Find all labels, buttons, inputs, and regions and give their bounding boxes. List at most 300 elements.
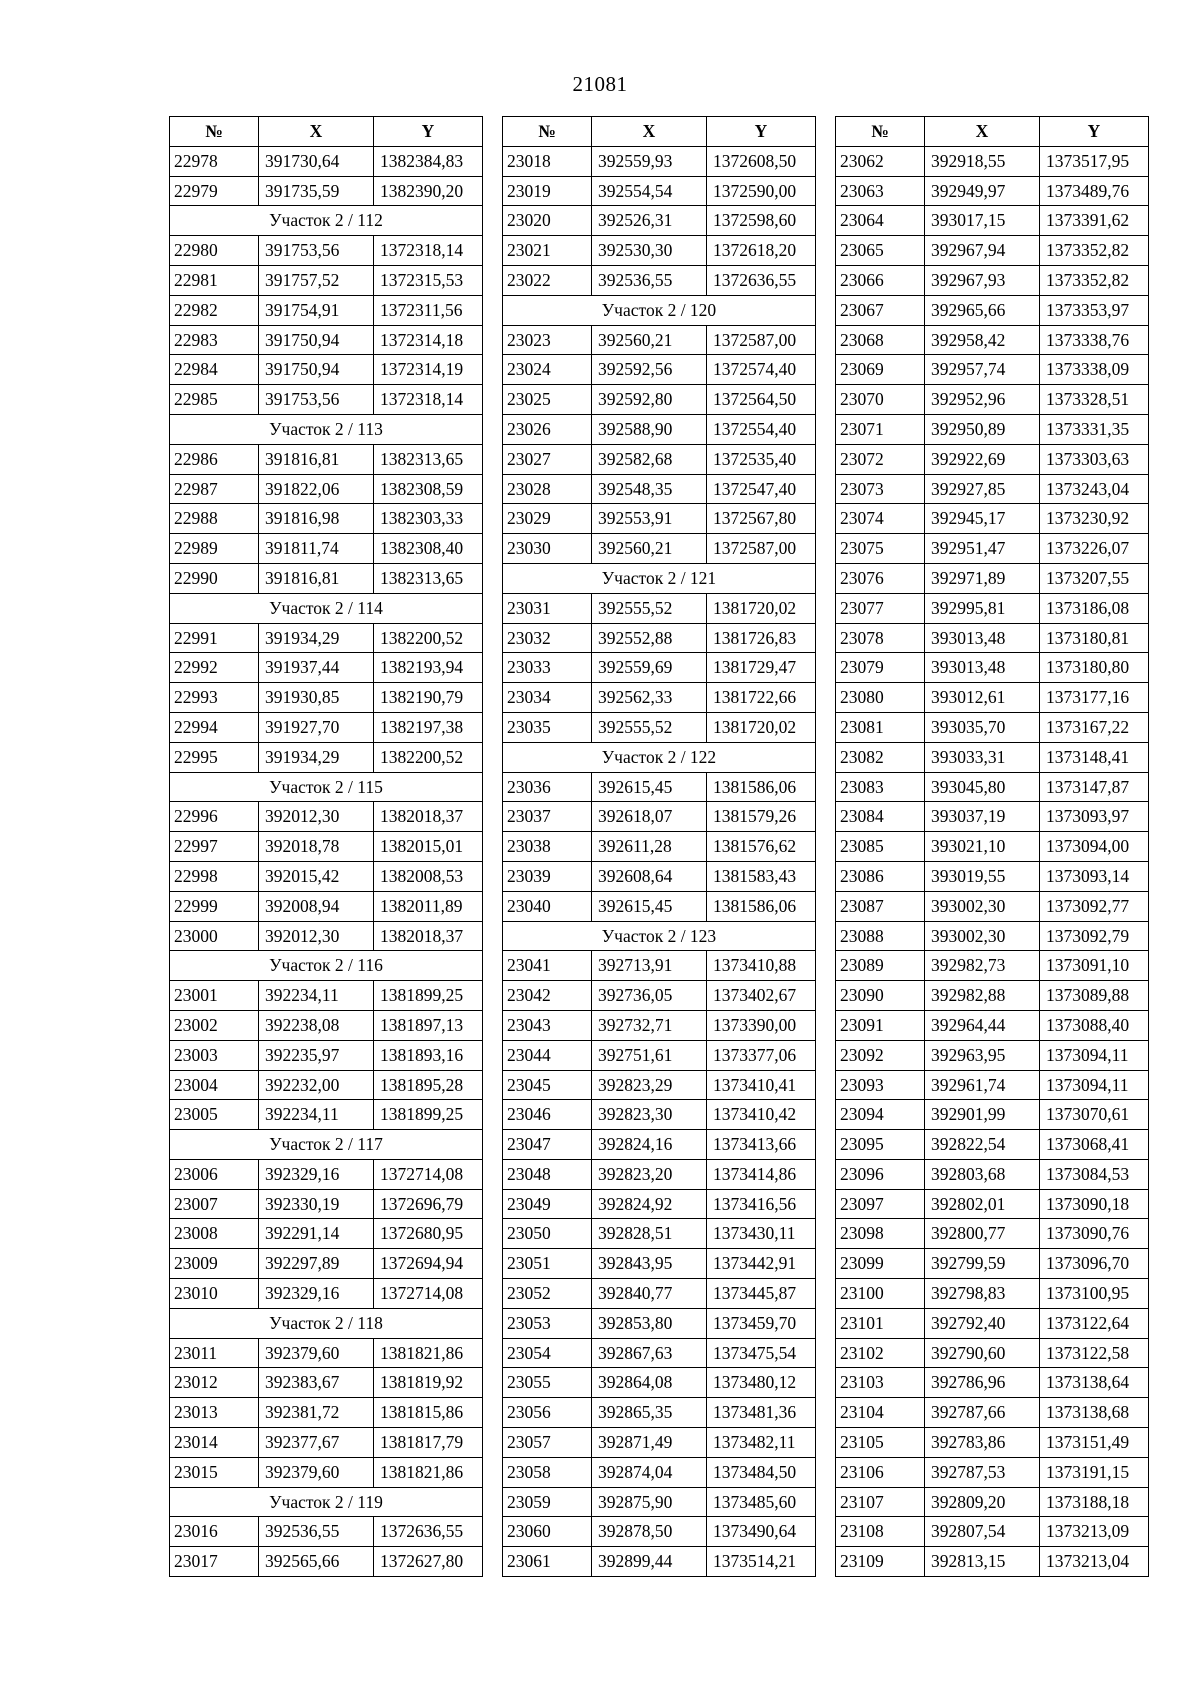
point-number-cell: 23035 — [503, 712, 592, 742]
y-coordinate-cell: 1373413,66 — [707, 1130, 816, 1160]
x-coordinate-cell: 392329,16 — [259, 1159, 374, 1189]
table-header-row — [836, 117, 1149, 147]
point-number-cell: 22999 — [170, 891, 259, 921]
point-number-cell: 22981 — [170, 265, 259, 295]
point-number-cell: 23101 — [836, 1308, 925, 1338]
y-coordinate-cell: 1373459,70 — [707, 1308, 816, 1338]
y-coordinate-cell: 1372318,14 — [374, 385, 483, 415]
table-row — [836, 146, 1149, 176]
point-number-cell: 23086 — [836, 861, 925, 891]
point-number-cell: 22983 — [170, 325, 259, 355]
point-number-cell: 23028 — [503, 474, 592, 504]
coordinates-table-3 — [835, 116, 1149, 1577]
point-number-cell: 23093 — [836, 1070, 925, 1100]
table-row — [836, 1457, 1149, 1487]
y-coordinate-cell: 1382197,38 — [374, 712, 483, 742]
table-row — [503, 623, 816, 653]
table-row — [836, 1249, 1149, 1279]
x-coordinate-cell: 392949,97 — [925, 176, 1040, 206]
x-coordinate-cell: 392536,55 — [592, 265, 707, 295]
y-coordinate-cell: 1373514,21 — [707, 1547, 816, 1577]
y-coordinate-cell: 1373416,56 — [707, 1189, 816, 1219]
table-row — [503, 1159, 816, 1189]
x-coordinate-cell: 392853,80 — [592, 1308, 707, 1338]
x-coordinate-cell: 391816,98 — [259, 504, 374, 534]
section-header-row — [170, 414, 483, 444]
table-row — [836, 534, 1149, 564]
table-header-row — [503, 117, 816, 147]
y-coordinate-cell: 1381817,79 — [374, 1428, 483, 1458]
x-coordinate-cell: 392800,77 — [925, 1219, 1040, 1249]
point-number-cell: 23016 — [170, 1517, 259, 1547]
table-row — [836, 683, 1149, 713]
point-number-cell: 23039 — [503, 861, 592, 891]
table-row — [836, 355, 1149, 385]
point-number-cell: 23041 — [503, 951, 592, 981]
table-row — [503, 712, 816, 742]
point-number-cell: 22984 — [170, 355, 259, 385]
y-coordinate-cell: 1372714,08 — [374, 1279, 483, 1309]
y-coordinate-cell: 1372636,55 — [707, 265, 816, 295]
section-title: Участок 2 / 120 — [503, 295, 816, 325]
table-row — [836, 1219, 1149, 1249]
y-coordinate-cell: 1372680,95 — [374, 1219, 483, 1249]
x-coordinate-cell: 392878,50 — [592, 1517, 707, 1547]
table-row — [503, 444, 816, 474]
point-number-cell: 23029 — [503, 504, 592, 534]
point-number-cell: 23081 — [836, 712, 925, 742]
point-number-cell: 23055 — [503, 1368, 592, 1398]
x-coordinate-cell: 392798,83 — [925, 1279, 1040, 1309]
page-number: 21081 — [572, 72, 628, 96]
y-coordinate-cell: 1381899,25 — [374, 1100, 483, 1130]
x-coordinate-cell: 392608,64 — [592, 861, 707, 891]
point-number-cell: 23030 — [503, 534, 592, 564]
point-number-cell: 23033 — [503, 653, 592, 683]
x-coordinate-cell: 392381,72 — [259, 1398, 374, 1428]
x-coordinate-cell: 391816,81 — [259, 444, 374, 474]
y-coordinate-cell: 1382011,89 — [374, 891, 483, 921]
y-coordinate-cell: 1382384,83 — [374, 146, 483, 176]
y-coordinate-cell: 1373151,49 — [1040, 1428, 1149, 1458]
table-row — [836, 504, 1149, 534]
table-row — [836, 1398, 1149, 1428]
y-coordinate-cell: 1373068,41 — [1040, 1130, 1149, 1160]
y-coordinate-cell: 1373096,70 — [1040, 1249, 1149, 1279]
y-coordinate-cell: 1373352,82 — [1040, 265, 1149, 295]
y-coordinate-cell: 1382308,59 — [374, 474, 483, 504]
table-row — [170, 1517, 483, 1547]
point-number-cell: 23050 — [503, 1219, 592, 1249]
table-row — [836, 653, 1149, 683]
x-coordinate-cell: 392008,94 — [259, 891, 374, 921]
table-row — [836, 236, 1149, 266]
section-header-row — [503, 921, 816, 951]
section-header-row — [170, 206, 483, 236]
point-number-cell: 23092 — [836, 1040, 925, 1070]
x-coordinate-cell: 392809,20 — [925, 1487, 1040, 1517]
point-number-cell: 23060 — [503, 1517, 592, 1547]
x-coordinate-cell: 392950,89 — [925, 414, 1040, 444]
y-coordinate-cell: 1381586,06 — [707, 891, 816, 921]
table-row — [170, 1010, 483, 1040]
y-coordinate-cell: 1381895,28 — [374, 1070, 483, 1100]
x-coordinate-cell: 392840,77 — [592, 1279, 707, 1309]
table-row — [836, 772, 1149, 802]
table-row — [170, 891, 483, 921]
y-coordinate-cell: 1373230,92 — [1040, 504, 1149, 534]
column-header-number: № — [836, 117, 925, 147]
x-coordinate-cell: 393002,30 — [925, 921, 1040, 951]
point-number-cell: 23084 — [836, 802, 925, 832]
table-row — [170, 921, 483, 951]
y-coordinate-cell: 1373475,54 — [707, 1338, 816, 1368]
table-row — [503, 1517, 816, 1547]
table-row — [170, 832, 483, 862]
y-coordinate-cell: 1382193,94 — [374, 653, 483, 683]
y-coordinate-cell: 1373180,80 — [1040, 653, 1149, 683]
point-number-cell: 23002 — [170, 1010, 259, 1040]
point-number-cell: 23042 — [503, 981, 592, 1011]
table-row — [503, 146, 816, 176]
y-coordinate-cell: 1381729,47 — [707, 653, 816, 683]
x-coordinate-cell: 392736,05 — [592, 981, 707, 1011]
table-row — [836, 802, 1149, 832]
x-coordinate-cell: 392751,61 — [592, 1040, 707, 1070]
point-number-cell: 23023 — [503, 325, 592, 355]
table-row — [503, 772, 816, 802]
point-number-cell: 23031 — [503, 593, 592, 623]
x-coordinate-cell: 393021,10 — [925, 832, 1040, 862]
y-coordinate-cell: 1372535,40 — [707, 444, 816, 474]
section-title: Участок 2 / 112 — [170, 206, 483, 236]
x-coordinate-cell: 392565,66 — [259, 1547, 374, 1577]
y-coordinate-cell: 1373167,22 — [1040, 712, 1149, 742]
x-coordinate-cell: 392813,15 — [925, 1547, 1040, 1577]
y-coordinate-cell: 1381720,02 — [707, 712, 816, 742]
y-coordinate-cell: 1373207,55 — [1040, 563, 1149, 593]
x-coordinate-cell: 391816,81 — [259, 563, 374, 593]
table-row — [170, 325, 483, 355]
x-coordinate-cell: 392957,74 — [925, 355, 1040, 385]
section-title: Участок 2 / 114 — [170, 593, 483, 623]
x-coordinate-cell: 392807,54 — [925, 1517, 1040, 1547]
table-row — [503, 1070, 816, 1100]
point-number-cell: 23051 — [503, 1249, 592, 1279]
y-coordinate-cell: 1382303,33 — [374, 504, 483, 534]
y-coordinate-cell: 1373094,00 — [1040, 832, 1149, 862]
table-row — [170, 712, 483, 742]
y-coordinate-cell: 1381897,13 — [374, 1010, 483, 1040]
y-coordinate-cell: 1373122,58 — [1040, 1338, 1149, 1368]
table-row — [170, 474, 483, 504]
table-row — [503, 1487, 816, 1517]
point-number-cell: 23088 — [836, 921, 925, 951]
y-coordinate-cell: 1372696,79 — [374, 1189, 483, 1219]
y-coordinate-cell: 1373138,68 — [1040, 1398, 1149, 1428]
y-coordinate-cell: 1372554,40 — [707, 414, 816, 444]
y-coordinate-cell: 1372618,20 — [707, 236, 816, 266]
x-coordinate-cell: 393013,48 — [925, 623, 1040, 653]
x-coordinate-cell: 392922,69 — [925, 444, 1040, 474]
table-row — [170, 1189, 483, 1219]
y-coordinate-cell: 1372714,08 — [374, 1159, 483, 1189]
y-coordinate-cell: 1372567,80 — [707, 504, 816, 534]
point-number-cell: 23072 — [836, 444, 925, 474]
table-row — [836, 981, 1149, 1011]
point-number-cell: 23100 — [836, 1279, 925, 1309]
x-coordinate-cell: 392964,44 — [925, 1010, 1040, 1040]
point-number-cell: 23066 — [836, 265, 925, 295]
table-row — [503, 1040, 816, 1070]
y-coordinate-cell: 1382313,65 — [374, 444, 483, 474]
x-coordinate-cell: 392015,42 — [259, 861, 374, 891]
y-coordinate-cell: 1382018,37 — [374, 921, 483, 951]
table-row — [503, 1308, 816, 1338]
table-row — [836, 1279, 1149, 1309]
y-coordinate-cell: 1373445,87 — [707, 1279, 816, 1309]
point-number-cell: 23022 — [503, 265, 592, 295]
point-number-cell: 23085 — [836, 832, 925, 862]
x-coordinate-cell: 392232,00 — [259, 1070, 374, 1100]
table-row — [836, 1308, 1149, 1338]
point-number-cell: 22978 — [170, 146, 259, 176]
y-coordinate-cell: 1382015,01 — [374, 832, 483, 862]
point-number-cell: 23032 — [503, 623, 592, 653]
table-row — [503, 414, 816, 444]
point-number-cell: 23046 — [503, 1100, 592, 1130]
column-header-y: Y — [1040, 117, 1149, 147]
point-number-cell: 23045 — [503, 1070, 592, 1100]
section-title: Участок 2 / 121 — [503, 563, 816, 593]
table-row — [836, 742, 1149, 772]
x-coordinate-cell: 392611,28 — [592, 832, 707, 862]
x-coordinate-cell: 393045,80 — [925, 772, 1040, 802]
table-row — [836, 1189, 1149, 1219]
point-number-cell: 23108 — [836, 1517, 925, 1547]
table-row — [170, 1547, 483, 1577]
table-row — [170, 236, 483, 266]
point-number-cell: 22982 — [170, 295, 259, 325]
point-number-cell: 22992 — [170, 653, 259, 683]
point-number-cell: 23105 — [836, 1428, 925, 1458]
point-number-cell: 23080 — [836, 683, 925, 713]
coordinates-table-2 — [502, 116, 816, 1577]
table-row — [836, 623, 1149, 653]
x-coordinate-cell: 392383,67 — [259, 1368, 374, 1398]
y-coordinate-cell: 1373517,95 — [1040, 146, 1149, 176]
x-coordinate-cell: 392824,92 — [592, 1189, 707, 1219]
x-coordinate-cell: 392582,68 — [592, 444, 707, 474]
point-number-cell: 23005 — [170, 1100, 259, 1130]
x-coordinate-cell: 392018,78 — [259, 832, 374, 862]
y-coordinate-cell: 1382190,79 — [374, 683, 483, 713]
x-coordinate-cell: 393002,30 — [925, 891, 1040, 921]
x-coordinate-cell: 392874,04 — [592, 1457, 707, 1487]
y-coordinate-cell: 1373122,64 — [1040, 1308, 1149, 1338]
table-row — [836, 414, 1149, 444]
column-header-y: Y — [374, 117, 483, 147]
point-number-cell: 23075 — [836, 534, 925, 564]
x-coordinate-cell: 392802,01 — [925, 1189, 1040, 1219]
column-header-number: № — [503, 117, 592, 147]
point-number-cell: 23091 — [836, 1010, 925, 1040]
y-coordinate-cell: 1381815,86 — [374, 1398, 483, 1428]
x-coordinate-cell: 392952,96 — [925, 385, 1040, 415]
point-number-cell: 23018 — [503, 146, 592, 176]
table-row — [503, 1338, 816, 1368]
point-number-cell: 23017 — [170, 1547, 259, 1577]
table-row — [503, 1547, 816, 1577]
section-header-row — [170, 1487, 483, 1517]
y-coordinate-cell: 1373352,82 — [1040, 236, 1149, 266]
x-coordinate-cell: 392555,52 — [592, 593, 707, 623]
y-coordinate-cell: 1373410,41 — [707, 1070, 816, 1100]
y-coordinate-cell: 1372598,60 — [707, 206, 816, 236]
y-coordinate-cell: 1373484,50 — [707, 1457, 816, 1487]
table-row — [836, 1010, 1149, 1040]
table-row — [170, 355, 483, 385]
x-coordinate-cell: 392592,80 — [592, 385, 707, 415]
y-coordinate-cell: 1381821,86 — [374, 1338, 483, 1368]
y-coordinate-cell: 1381893,16 — [374, 1040, 483, 1070]
y-coordinate-cell: 1373402,67 — [707, 981, 816, 1011]
point-number-cell: 23057 — [503, 1428, 592, 1458]
x-coordinate-cell: 392822,54 — [925, 1130, 1040, 1160]
x-coordinate-cell: 391927,70 — [259, 712, 374, 742]
table-row — [503, 1398, 816, 1428]
table-row — [170, 444, 483, 474]
x-coordinate-cell: 393012,61 — [925, 683, 1040, 713]
y-coordinate-cell: 1373353,97 — [1040, 295, 1149, 325]
section-header-row — [170, 593, 483, 623]
y-coordinate-cell: 1381583,43 — [707, 861, 816, 891]
table-row — [836, 385, 1149, 415]
point-number-cell: 23097 — [836, 1189, 925, 1219]
x-coordinate-cell: 392562,33 — [592, 683, 707, 713]
column-header-number: № — [170, 117, 259, 147]
table-row — [836, 1100, 1149, 1130]
table-row — [836, 295, 1149, 325]
y-coordinate-cell: 1373180,81 — [1040, 623, 1149, 653]
table-row — [836, 1130, 1149, 1160]
x-coordinate-cell: 392379,60 — [259, 1338, 374, 1368]
x-coordinate-cell: 391930,85 — [259, 683, 374, 713]
y-coordinate-cell: 1373100,95 — [1040, 1279, 1149, 1309]
section-title: Участок 2 / 119 — [170, 1487, 483, 1517]
column-header-x: X — [259, 117, 374, 147]
x-coordinate-cell: 392530,30 — [592, 236, 707, 266]
section-title: Участок 2 / 118 — [170, 1308, 483, 1338]
x-coordinate-cell: 392945,17 — [925, 504, 1040, 534]
y-coordinate-cell: 1373138,64 — [1040, 1368, 1149, 1398]
x-coordinate-cell: 393019,55 — [925, 861, 1040, 891]
point-number-cell: 23078 — [836, 623, 925, 653]
point-number-cell: 23062 — [836, 146, 925, 176]
x-coordinate-cell: 392823,29 — [592, 1070, 707, 1100]
section-header-row — [170, 951, 483, 981]
table-row — [836, 1159, 1149, 1189]
point-number-cell: 23107 — [836, 1487, 925, 1517]
table-row — [503, 176, 816, 206]
table-row — [503, 593, 816, 623]
x-coordinate-cell: 391735,59 — [259, 176, 374, 206]
point-number-cell: 23011 — [170, 1338, 259, 1368]
point-number-cell: 23020 — [503, 206, 592, 236]
point-number-cell: 23065 — [836, 236, 925, 266]
x-coordinate-cell: 392783,86 — [925, 1428, 1040, 1458]
table-row — [836, 593, 1149, 623]
point-number-cell: 23089 — [836, 951, 925, 981]
point-number-cell: 23015 — [170, 1457, 259, 1487]
table-row — [170, 1070, 483, 1100]
y-coordinate-cell: 1382200,52 — [374, 742, 483, 772]
x-coordinate-cell: 392012,30 — [259, 921, 374, 951]
point-number-cell: 23109 — [836, 1547, 925, 1577]
point-number-cell: 22980 — [170, 236, 259, 266]
y-coordinate-cell: 1381576,62 — [707, 832, 816, 862]
x-coordinate-cell: 391757,52 — [259, 265, 374, 295]
table-row — [836, 951, 1149, 981]
point-number-cell: 23000 — [170, 921, 259, 951]
y-coordinate-cell: 1381821,86 — [374, 1457, 483, 1487]
point-number-cell: 23012 — [170, 1368, 259, 1398]
y-coordinate-cell: 1373414,86 — [707, 1159, 816, 1189]
point-number-cell: 23103 — [836, 1368, 925, 1398]
table-row — [170, 653, 483, 683]
point-number-cell: 23059 — [503, 1487, 592, 1517]
point-number-cell: 23061 — [503, 1547, 592, 1577]
x-coordinate-cell: 392552,88 — [592, 623, 707, 653]
y-coordinate-cell: 1373092,77 — [1040, 891, 1149, 921]
table-row — [170, 1338, 483, 1368]
table-row — [170, 176, 483, 206]
y-coordinate-cell: 1372636,55 — [374, 1517, 483, 1547]
section-header-row — [170, 1308, 483, 1338]
x-coordinate-cell: 392786,96 — [925, 1368, 1040, 1398]
section-header-row — [170, 772, 483, 802]
table-row — [836, 1338, 1149, 1368]
table-row — [503, 474, 816, 504]
point-number-cell: 23074 — [836, 504, 925, 534]
y-coordinate-cell: 1381726,83 — [707, 623, 816, 653]
point-number-cell: 23049 — [503, 1189, 592, 1219]
table-row — [170, 683, 483, 713]
point-number-cell: 22996 — [170, 802, 259, 832]
table-row — [503, 832, 816, 862]
point-number-cell: 22987 — [170, 474, 259, 504]
x-coordinate-cell: 392828,51 — [592, 1219, 707, 1249]
y-coordinate-cell: 1373177,16 — [1040, 683, 1149, 713]
x-coordinate-cell: 392330,19 — [259, 1189, 374, 1219]
point-number-cell: 23053 — [503, 1308, 592, 1338]
point-number-cell: 23027 — [503, 444, 592, 474]
point-number-cell: 23048 — [503, 1159, 592, 1189]
y-coordinate-cell: 1372587,00 — [707, 534, 816, 564]
point-number-cell: 23096 — [836, 1159, 925, 1189]
table-row — [503, 206, 816, 236]
table-row — [170, 504, 483, 534]
point-number-cell: 22998 — [170, 861, 259, 891]
x-coordinate-cell: 392790,60 — [925, 1338, 1040, 1368]
x-coordinate-cell: 392967,94 — [925, 236, 1040, 266]
x-coordinate-cell: 392297,89 — [259, 1249, 374, 1279]
y-coordinate-cell: 1373089,88 — [1040, 981, 1149, 1011]
table-row — [836, 832, 1149, 862]
table-row — [170, 295, 483, 325]
point-number-cell: 23094 — [836, 1100, 925, 1130]
point-number-cell: 23064 — [836, 206, 925, 236]
